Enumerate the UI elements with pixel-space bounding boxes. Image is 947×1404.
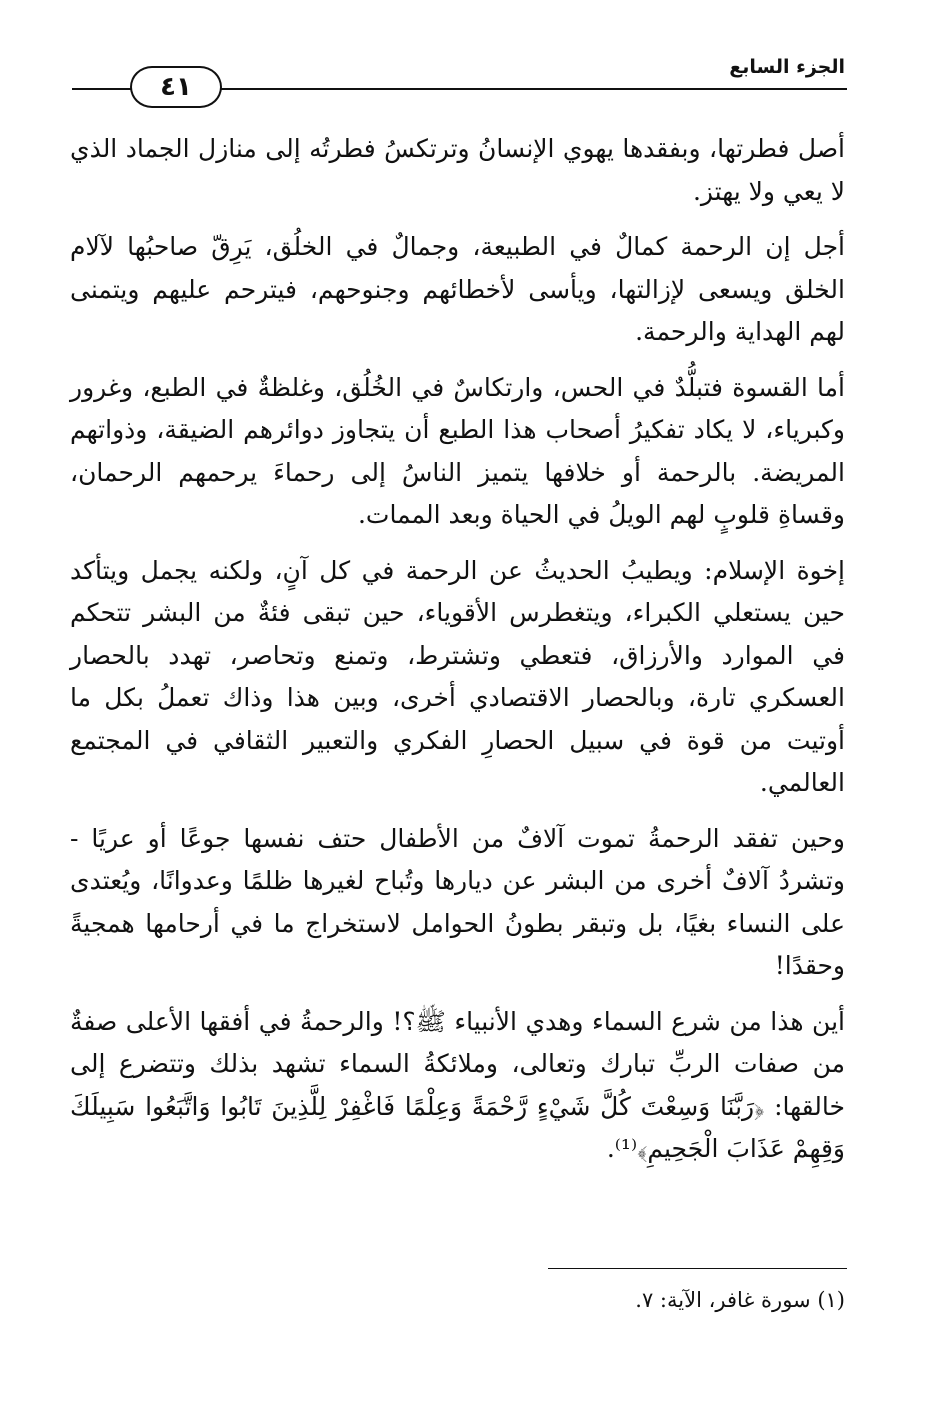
running-title: الجزء السابع xyxy=(729,56,845,78)
body-text xyxy=(70,128,845,1184)
page-number-frame xyxy=(130,66,222,108)
paragraph: إخوة الإسلام: ويطيبُ الحديثُ عن الرحمة في كل آنٍ، ولكنه يجمل ويتأكد حين يستعلي الكبراء، ويتغطرس الأقوياء، حين تبقى فئةٌ من البشر تتحكم في الموارد والأرزاق، فتعطي وتشترط، وتمنع وتحاصر، تهدد بالحصار العسكري تارة، وبالحصار الاقتصادي أخرى، وبين هذا وذاك تعملُ بكل ما أوتيت من قوة في سبيل الحصارِ الفكري والتعبير الثقافي في المجتمع العالمي. xyxy=(70,555,845,797)
paragraph: أصل فطرتها، وبفقدها يهوي الإنسانُ وترتكسُ فطرتُه إلى منازل الجماد الذي لا يعي ولا يهتز. xyxy=(70,134,845,206)
page-number: ٤١ xyxy=(160,72,192,102)
footnote: (١) سورة غافر، الآية: ٧. xyxy=(635,1288,845,1312)
paragraph: أجل إن الرحمة كمالٌ في الطبيعة، وجمالٌ في الخلُق، يَرِقّ صاحبُها لآلام الخلق ويسعى لإزالتها، ويأسى لأخطائهم وجنوحهم، فيترحم عليهم ويتمنى لهم الهداية والرحمة. xyxy=(70,232,845,346)
paragraph: وحين تفقد الرحمةُ تموت آلافٌ من الأطفال حتف نفسها جوعًا أو عريًا - وتشردُ آلافٌ أخرى من البشر عن ديارها وتُباح لغيرها ظلمًا وعدوانًا، ويُعتدى على النساء بغيًا، بل وتبقر بطونُ الحوامل لاستخراج ما في أرحامها همجيةً وحقدًا! xyxy=(70,823,845,980)
paragraph: أين هذا من شرع السماء وهدي الأنبياء ﷺ؟! والرحمةُ في أفقها الأعلى صفةٌ من صفات الربِّ تبارك وتعالى، وملائكةُ السماء تشهد بذلك وتتضرع إلى خالقها: ﴿رَبَّنَا وَسِعْتَ كُلَّ شَيْءٍ رَّحْمَةً وَعِلْمًا فَاغْفِرْ لِلَّذِينَ تَابُوا وَاتَّبَعُوا سَبِيلَكَ وَقِهِمْ عَذَابَ الْجَحِيمِ﴾⁽¹⁾. xyxy=(70,1006,845,1163)
paragraph: أما القسوة فتبلُّدٌ في الحس، وارتكاسٌ في الخُلُق، وغلظةٌ في الطبع، وغرور وكبرياء، لا يكاد تفكيرُ أصحاب هذا الطبع أن يتجاوز دوائرهم الضيقة، وذواتهم المريضة. بالرحمة أو خلافها يتميز الناسُ إلى رحماءَ يرحمهم الرحمان، وقساةِ قلوبٍ لهم الويلُ في الحياة وبعد الممات. xyxy=(70,372,845,529)
footnote-rule xyxy=(548,1268,847,1269)
